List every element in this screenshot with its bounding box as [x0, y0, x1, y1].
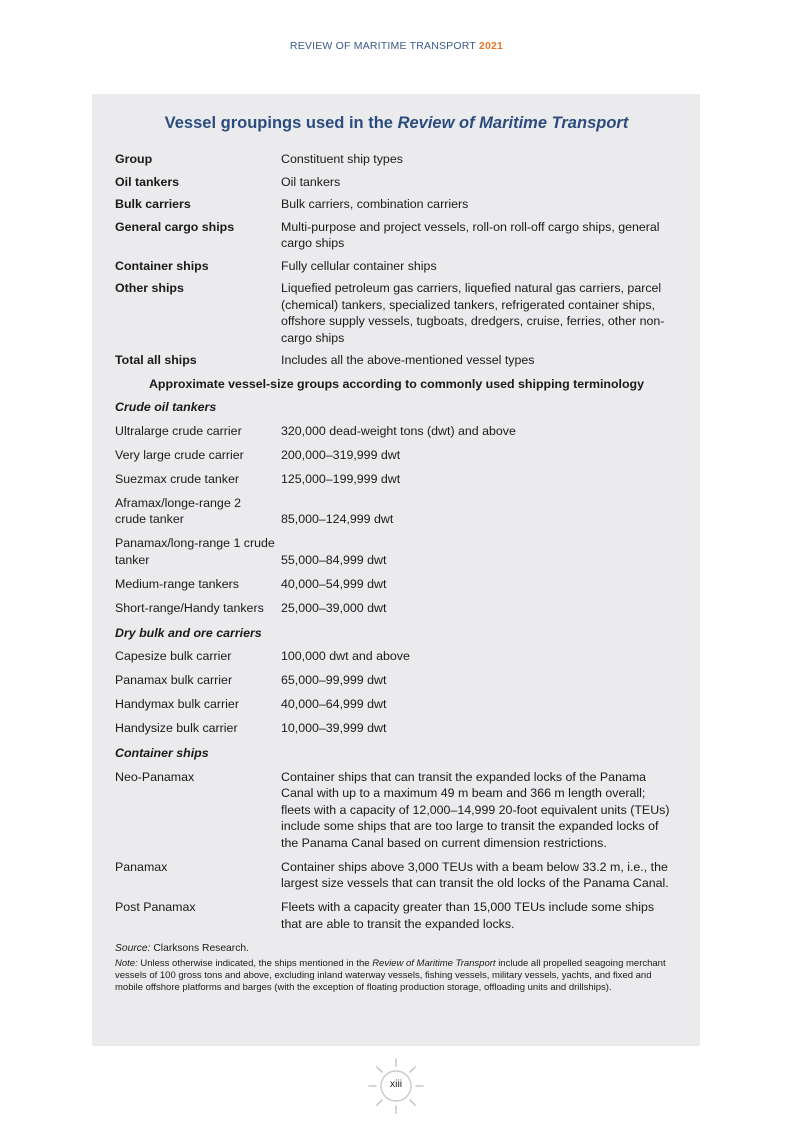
- group-row: [115, 352, 678, 375]
- group-name: Container ships: [115, 258, 209, 273]
- size-heading: Approximate vessel-size groups according to commonly used shipping terminology: [148, 376, 645, 391]
- source-text: Clarksons Research.: [153, 942, 249, 954]
- size-row: [115, 447, 678, 471]
- size-name: Very large crude carrier: [115, 447, 244, 462]
- size-value: 25,000–39,000 dwt: [281, 600, 387, 615]
- size-name: Handysize bulk carrier: [115, 721, 238, 735]
- size-row: [115, 899, 678, 940]
- size-value: 100,000 dwt and above: [281, 649, 410, 663]
- group-types: Includes all the above-mentioned vessel types: [281, 353, 535, 367]
- size-row: [115, 535, 678, 576]
- category-row-crude: [115, 398, 678, 423]
- page-number-block: [366, 1058, 426, 1114]
- size-name: Handymax bulk carrier: [115, 697, 239, 711]
- size-row: [115, 769, 678, 859]
- group-row: [115, 174, 678, 197]
- size-name: Post Panamax: [115, 900, 196, 914]
- size-heading-row: [115, 375, 678, 399]
- group-types: Liquefied petroleum gas carriers, liquefied natural gas carriers, parcel (chemical) tankers, specialized tankers, refrigerated container ships, offshore supply vessels, tugboats, dredgers, cruise, ferries, other non-cargo ships: [281, 281, 665, 345]
- page-number: xiii: [389, 1078, 403, 1090]
- size-name: Panamax/long-range 1 crude tanker: [115, 536, 275, 567]
- group-row: [115, 196, 678, 219]
- note-label: Note:: [115, 957, 138, 969]
- size-value: 320,000 dead-weight tons (dwt) and above: [281, 423, 516, 438]
- category-title: Dry bulk and ore carriers: [115, 625, 262, 640]
- size-name: Ultralarge crude carrier: [115, 423, 242, 438]
- size-name: Short-range/Handy tankers: [115, 600, 264, 615]
- group-name: General cargo ships: [115, 219, 235, 234]
- category-title: Container ships: [115, 746, 209, 760]
- vessel-groupings-table: [115, 151, 678, 940]
- size-value: 85,000–124,999 dwt: [281, 512, 394, 526]
- size-value: Container ships that can transit the expanded locks of the Panama Canal with up to a maximum 49 m beam and 366 m length overall; fleets with a capacity of 12,000–14,999 20-foot equivalent units (TEUs) include some ships that are too large to transit the expanded locks of the Panama Canal based on current dimension restrictions.: [281, 769, 670, 850]
- source-label: Source:: [115, 942, 151, 954]
- size-name: Aframax/longe-range 2 crude tanker: [115, 495, 242, 526]
- category-row-dry-bulk: [115, 624, 678, 649]
- group-header-row: [115, 151, 678, 174]
- group-header-cell: Group: [115, 152, 153, 166]
- size-row: [115, 859, 678, 900]
- category-title: Crude oil tankers: [115, 400, 217, 414]
- size-row: [115, 471, 678, 495]
- category-row-container: [115, 744, 678, 769]
- size-row: [115, 648, 678, 672]
- note-text-2: include all propelled seagoing merchant vessels of 100 gross tons and above, excluding inland waterway vessels, fishing vessels, military vessels, yachts, and fixed and mobile offshore platforms and barges (with the exception of floating production storage, offloading units and drillships).: [115, 957, 666, 994]
- box-title: [115, 114, 678, 133]
- group-types: Oil tankers: [281, 174, 341, 189]
- note-italic: Review of Maritime Transport: [372, 957, 496, 969]
- group-types: Multi-purpose and project vessels, roll-on roll-off cargo ships, general cargo ships: [281, 219, 660, 250]
- size-name: Capesize bulk carrier: [115, 649, 232, 663]
- size-value: Container ships above 3,000 TEUs with a beam below 33.2 m, i.e., the largest size vessels that can transit the old locks of the Panama Canal.: [281, 859, 669, 890]
- group-name: Bulk carriers: [115, 197, 191, 211]
- size-value: 10,000–39,999 dwt: [281, 721, 387, 735]
- group-types: Fully cellular container ships: [281, 258, 437, 273]
- size-value: 65,000–99,999 dwt: [281, 673, 387, 687]
- header-year: 2021: [478, 40, 504, 52]
- size-value: 55,000–84,999 dwt: [281, 552, 387, 567]
- size-row: [115, 672, 678, 696]
- size-row: [115, 720, 678, 744]
- size-row: [115, 576, 678, 600]
- vessel-groupings-box: [92, 94, 700, 1046]
- size-name: Neo-Panamax: [115, 769, 195, 784]
- source-line: [115, 943, 678, 954]
- size-value: 40,000–64,999 dwt: [281, 697, 387, 711]
- size-name: Medium-range tankers: [115, 576, 239, 591]
- note-text-1: Unless otherwise indicated, the ships mentioned in the: [140, 957, 370, 969]
- header-title: REVIEW OF MARITIME TRANSPORT: [289, 40, 476, 52]
- box-title-italic: Review of Maritime Transport: [397, 114, 629, 132]
- size-value: Fleets with a capacity greater than 15,000 TEUs include some ships that are able to transit the expanded locks.: [281, 900, 655, 931]
- size-row: [115, 495, 678, 536]
- size-name: Panamax bulk carrier: [115, 673, 233, 687]
- size-row: [115, 600, 678, 624]
- group-name: Oil tankers: [115, 174, 180, 189]
- box-title-prefix: Vessel groupings used in the: [164, 114, 393, 132]
- size-row: [115, 696, 678, 720]
- size-row: [115, 423, 678, 447]
- note-paragraph: [115, 958, 678, 995]
- group-row: [115, 258, 678, 281]
- size-name: Panamax: [115, 859, 168, 874]
- group-name: Other ships: [115, 281, 184, 295]
- types-header-cell: Constituent ship types: [281, 152, 403, 166]
- group-row: [115, 219, 678, 258]
- group-types: Bulk carriers, combination carriers: [281, 197, 469, 211]
- size-value: 200,000–319,999 dwt: [281, 447, 401, 462]
- group-name: Total all ships: [115, 353, 197, 367]
- group-row: [115, 280, 678, 352]
- size-value: 125,000–199,999 dwt: [281, 471, 401, 486]
- running-header: [0, 40, 793, 52]
- size-name: Suezmax crude tanker: [115, 471, 239, 486]
- size-value: 40,000–54,999 dwt: [281, 576, 387, 591]
